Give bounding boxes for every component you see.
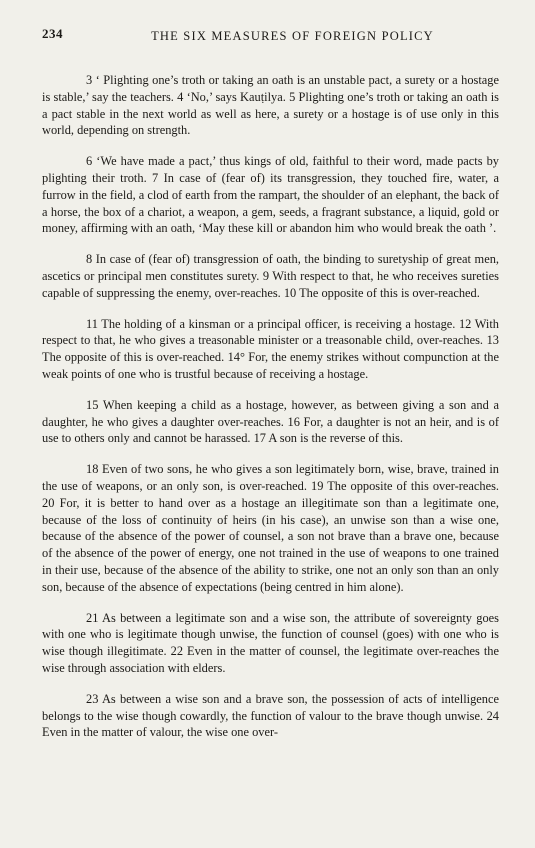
paragraph: 18 Even of two sons, he who gives a son legitimately born, wise, brave, trained in the use of weapons, or an only son, is over-reached. 19 The opposite of this over-reaches. 20 For, it is better to hand over as a hostage an illegitimate son than a legitimate one, because of the loss of continuity of heirs (in his case), an unwise son than a wise one, because of the absence of the power of counsel, a son not brave than a brave one, because of the absence of the power of energy, one not trained in the use of weapons to one trained in their use, because of the absence of the ability to strike, one not an only son than an only son, because of the absence of expectations (being centred in him alone). [42,462,499,594]
paragraph: 23 As between a wise son and a brave son, the possession of acts of intelligence belongs to the wise though cowardly, the function of valour to the brave though unwise. 24 Even in the matter of valour, the wise one over- [42,691,499,740]
paragraph: 21 As between a legitimate son and a wise son, the attribute of sovereignty goes with one who is legitimate though unwise, the function of counsel (goes) with one who is wise though illegitimate. 22 Even in the matter of counsel, the legitimate over-reaches the wise through association with elders. [42,610,499,675]
body-text [42,72,499,755]
paragraph: 15 When keeping a child as a hostage, however, as between giving a son and a daughter, he who gives a daughter over-reaches. 16 For, a daughter is not an heir, and is of use to others only and cannot be harassed. 17 A son is the reverse of this. [42,397,499,446]
running-title: THE SIX MEASURES OF FOREIGN POLICY [151,29,434,43]
page-number: 234 [42,26,63,41]
paragraph: 8 In case of (fear of) transgression of oath, the binding to suretyship of great men, ascetics or principal men constitutes surety. 9 With respect to that, he who receives sureties capable of suppressing the enemy, over-reaches. 10 The opposite of this is over-reached. [42,252,499,300]
paragraph: 6 ‘We have made a pact,’ thus kings of old, faithful to their word, made pacts by plighting their troth. 7 In case of (fear of) its transgression, they touched fire, water, a furrow in the field, a clod of earth from the rampart, the shoulder of an elephant, the back of a horse, the box of a chariot, a weapon, a gem, seeds, a fragrant substance, a liquid, gold or money, affirming with an oath, ‘May these kill or abandon him who would break the oath ’. [42,154,499,236]
paragraph: 11 The holding of a kinsman or a principal officer, is receiving a hostage. 12 With respect to that, he who gives a treasonable minister or a treasonable child, over-reaches. 13 The opposite of this is over-reached. 14° For, the enemy strikes without compunction at the weak points of one who is trustful because of receiving a hostage. [42,316,499,381]
paragraph: 3 ‘ Plighting one’s troth or taking an oath is an unstable pact, a surety or a hostage is stable,’ say the teachers. 4 ‘No,’ says Kauṭilya. 5 Plighting one’s troth or taking an oath is a pact stable in the next world as well as here, a surety or a hostage is of use only in this world, depending on strength. [42,73,499,138]
